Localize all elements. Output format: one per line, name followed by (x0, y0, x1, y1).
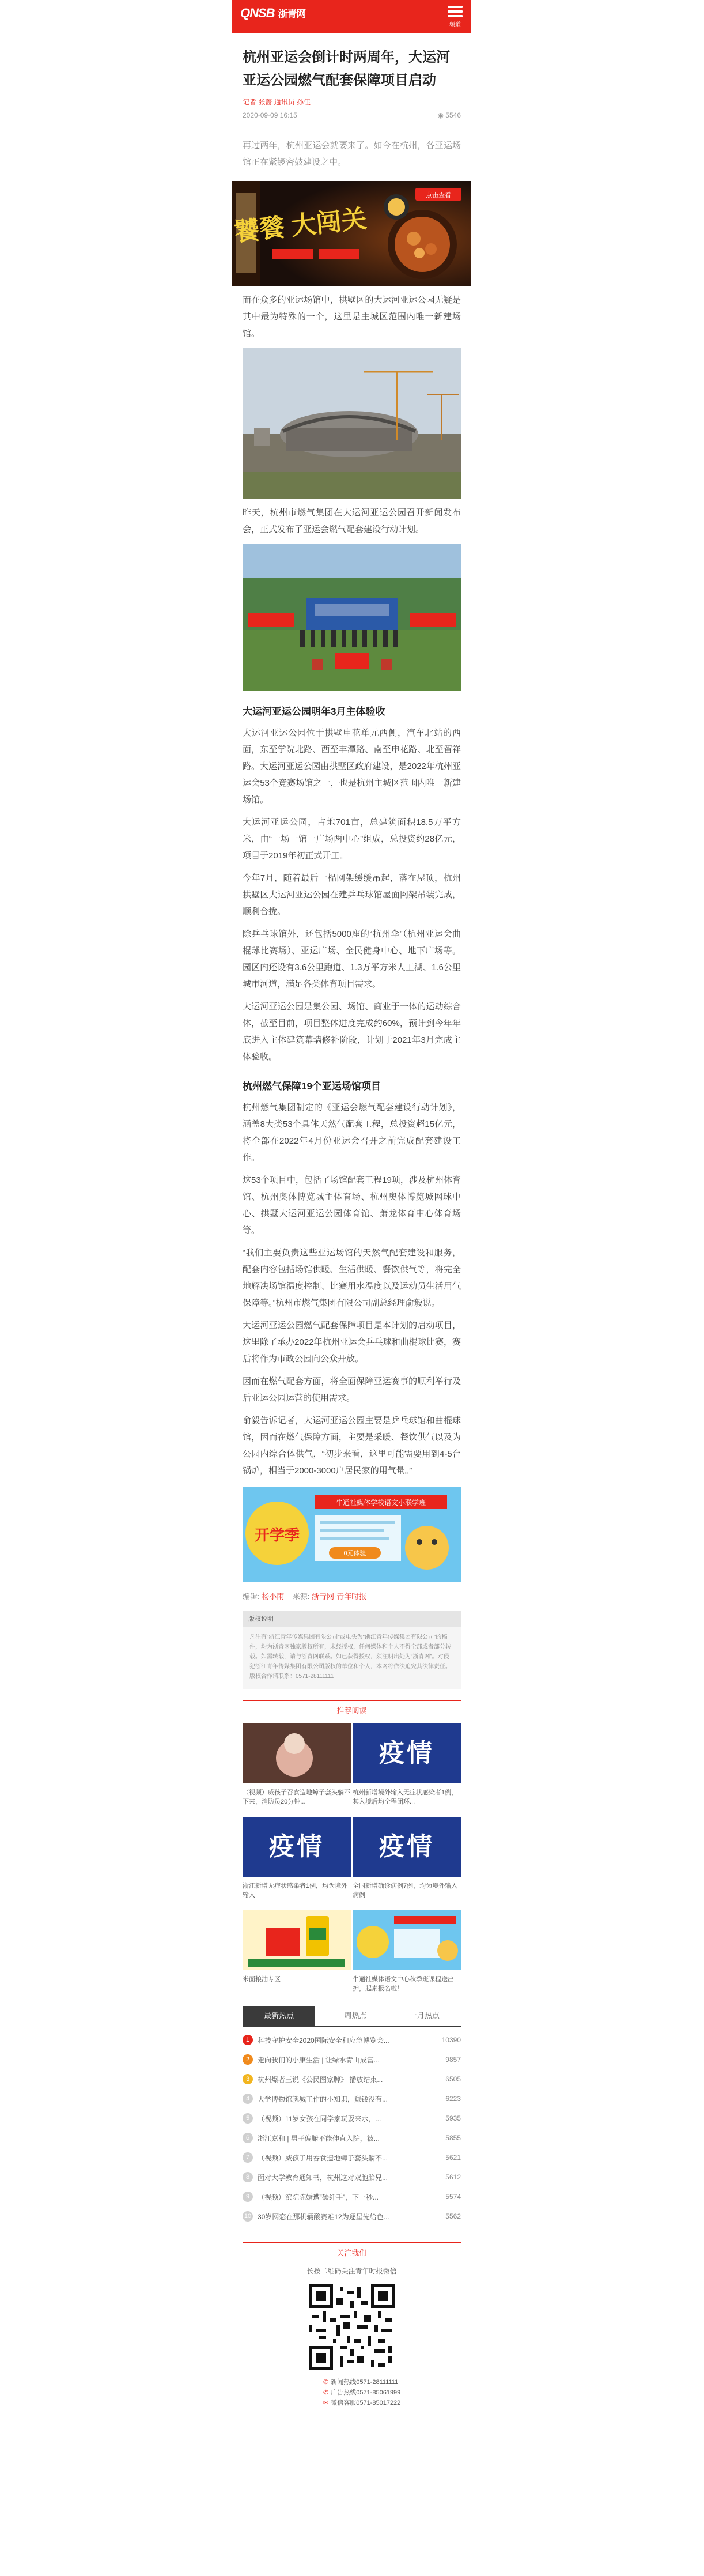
eye-icon: ◉ (437, 111, 444, 119)
hot-list (243, 2027, 461, 2230)
phone-icon: ✆ (323, 2379, 329, 2386)
mobile-column (232, 0, 471, 2576)
hot-item-title: 走向我们的小康生活 | 让绿水青山成富... (258, 2055, 380, 2064)
copyright-text: 凡注有“浙江青年传媒集团有限公司”或电头为“浙江青年传媒集团有限公司”的稿件，均为浙青网独家版权所有，未经授权，任何媒体和个人不得全部或者部分转载。如需转载，请与浙青网联系。如已获得授权，须注明出处为“浙青网”。对侵犯浙江青年传媒集团有限公司版权的单位和个人，本网将依法追究其法律责任。版权合作请联系：0571-28111111 (249, 1634, 451, 1680)
follow-desc: 长按二维码关注青年时报微信 (306, 2267, 397, 2275)
article-title: 杭州亚运会倒计时两周年，大运河亚运公园燃气配套保障项目启动 (243, 50, 450, 88)
article-paragraph: 杭州燃气集团制定的《亚运会燃气配套建设行动计划》，涵盖8大类53个具体天然气配套工程，总投资超15亿元，将全部在2022年4月份亚运会召开之前完成配套建设工作。 (243, 1103, 461, 1163)
article-paragraph: 今年7月，随着最后一榀网架缓缓吊起，落在屋顶，杭州拱墅区大运河亚运公园在建乒乓球馆屋面网架吊装完成，顺利合拢。 (243, 873, 461, 917)
site-name: 浙青网 (278, 9, 306, 20)
wechat-icon: ✉ (323, 2400, 329, 2407)
card-caption: 杭州新增境外输入无症状感染者1例，其入境后均全程闭环... (353, 1789, 458, 1805)
article-date: 2020-09-09 16:15 (243, 111, 297, 119)
hot-item-title: （视频）威孩子用吞食造地蟑子套头躺不... (258, 2153, 388, 2162)
card-thumbnail: 疫情 (353, 1817, 461, 1877)
school-ad-banner[interactable] (243, 1487, 461, 1582)
rank-number: 1 (243, 2035, 253, 2045)
ad-hotline (323, 2388, 461, 2398)
card-thumbnail (243, 1723, 351, 1783)
ad2-cta: 开学季 (254, 1526, 300, 1544)
hot-item-title: 杭州爆者三说《公民图家牌》 播放结束... (258, 2075, 383, 2084)
hot-item-title: （视频）11岁女孩在同学家玩耍来水，... (258, 2114, 381, 2123)
recommend-title: 推荐阅读 (243, 1700, 461, 1715)
banner-ad-image (232, 181, 471, 286)
hot-item-title: 大学博物馆就城工作的小知识，赚钱没有... (258, 2095, 388, 2103)
section-heading: 杭州燃气保障19个亚运场馆项目 (243, 1081, 381, 1092)
rank-number: 5 (243, 2113, 253, 2124)
view-count-value: 5546 (445, 111, 461, 119)
copyright-box (243, 1611, 461, 1689)
ad-hotline-text: 广告热线0571-85061999 (331, 2389, 401, 2396)
card-photo (243, 1723, 351, 1783)
article-paragraph: 这53个项目中，包括了场馆配套工程19项，涉及杭州体育馆、杭州奥体博览城主体育场、杭州奥体博览城网球中心、拱墅大运河亚运公园体育馆、萧龙体育中心体育场等。 (243, 1175, 461, 1235)
hot-item-count: 5574 (445, 2193, 461, 2201)
recommend-card[interactable] (243, 1723, 351, 1806)
article (232, 46, 471, 2408)
hot-list-item[interactable] (243, 2187, 461, 2207)
rank-number: 8 (243, 2172, 253, 2182)
editor-label: 编辑: (243, 1592, 260, 1601)
tab-latest-hot[interactable]: 最新热点 (243, 2006, 315, 2026)
hot-tabs (243, 2006, 461, 2027)
school-ad-image (243, 1487, 461, 1582)
ad2-title: 牛通社媒体学校语文小联学班 (335, 1499, 426, 1507)
menu-icon-bar (448, 15, 463, 17)
article-meta (243, 111, 461, 122)
banner-ad[interactable] (232, 181, 471, 286)
source-label: 来源: (292, 1592, 310, 1601)
banner-title: 饕餮 大闯关 (233, 205, 368, 247)
news-hotline-text: 新闻热线0571-28111111 (331, 2379, 399, 2386)
article-paragraph: 因而在燃气配套方面，将全面保障亚运赛事的顺利举行及后亚运公园运营的使用需求。 (243, 1376, 461, 1403)
hot-item-title: 面对大学教育通知书，杭州这对双胞胎兄... (258, 2173, 388, 2182)
copyright-heading: 版权说明 (243, 1611, 461, 1627)
article-authors: 记者 张蔷 通讯员 孙佳 (243, 98, 311, 106)
banner-tag: 点击查看 (426, 192, 451, 199)
article-paragraph: 除乒乓球馆外，还包括5000座的“杭州伞”（杭州亚运会曲棍球比赛场）、亚运广场、全民健身中心、地下广场等。园区内还设有3.6公里跑道、1.3万平方米人工湖、1.6公里城市河道，满足各类体育项目需求。 (243, 929, 461, 989)
ad2-price: 0元体验 (343, 1550, 366, 1557)
menu-label: 频道 (449, 22, 461, 28)
hot-list-item[interactable] (243, 2167, 461, 2187)
card-caption: 牛通社媒体语文中心秋季班课程送出护，起素报名啦！ (353, 1976, 454, 1992)
source-link[interactable]: 浙青网-青年时报 (311, 1592, 367, 1601)
article-paragraph: 俞毅告诉记者，大运河亚运公园主要是乒乓球馆和曲棍球馆，因而在燃气保障方面，主要是采暖、餐饮供气以及为公园内综合体供气，“初步来看，这里可能需要用到4-5台锅炉，相当于2000-3000户居民家的用气量。” (243, 1416, 461, 1476)
card-thumbnail: 疫情 (243, 1817, 351, 1877)
recommend-card[interactable] (243, 1817, 351, 1900)
article-paragraph: 大运河亚运公园燃气配套保障项目是本计划的启动项目，这里除了承办2022年杭州亚运会乒乓球和曲棍球比赛，赛后将作为市政公园向公众开放。 (243, 1321, 461, 1364)
section-heading: 大运河亚运公园明年3月主体验收 (243, 706, 385, 717)
article-credits (243, 1590, 461, 1601)
hot-item-count: 5612 (445, 2173, 461, 2181)
follow-title: 关注我们 (243, 2242, 461, 2258)
card-photo (243, 1910, 351, 1970)
wechat-service-text: 微信客服0571-85017222 (331, 2400, 401, 2407)
wechat-service (323, 2398, 461, 2408)
hot-list-item[interactable] (243, 2128, 461, 2148)
article-paragraph: 大运河亚运公园，占地701亩，总建筑面积18.5万平方米，由“一场一馆一广场两中心”组成，总投资约28亿元，项目于2019年初正式开工。 (243, 817, 461, 861)
stadium-construction-photo (243, 348, 461, 499)
hot-list-item[interactable] (243, 2109, 461, 2128)
news-hotline (323, 2377, 461, 2388)
rank-number: 3 (243, 2074, 253, 2084)
wechat-qr-code (309, 2284, 395, 2370)
card-photo (353, 1910, 461, 1970)
hot-list-item[interactable] (243, 2148, 461, 2167)
hot-item-title: （视频）滨院陈婚遭“碳纤手”，下一秒... (258, 2193, 379, 2201)
menu-icon-bar (448, 10, 463, 13)
article-paragraph: 昨天，杭州市燃气集团在大运河亚运公园召开新闻发布会，正式发布了亚运会燃气配套建设行动计划。 (243, 508, 461, 534)
article-paragraph: 大运河亚运公园是集公园、场馆、商业于一体的运动综合体，截至目前，项目整体进度完成约60%，预计到今年年底进入主体建筑幕墙修补阶段，计划于2021年3月完成主体验收。 (243, 1002, 461, 1062)
hot-list-item[interactable] (243, 2030, 461, 2050)
hot-list-item[interactable] (243, 2089, 461, 2109)
menu-button[interactable] (445, 3, 465, 30)
recommend-card[interactable] (353, 1723, 461, 1806)
hot-item-count: 9857 (445, 2055, 461, 2064)
hot-item-count: 10390 (441, 2036, 461, 2044)
phone-icon: ✆ (323, 2389, 329, 2396)
editor-name: 杨小雨 (262, 1592, 285, 1601)
hot-item-count: 5855 (445, 2134, 461, 2142)
article-paragraph: “我们主要负责这些亚运场馆的天然气配套建设和服务，配套内容包括场馆供暖、生活供暖、餐饮供气等，将完全地解决场馆温度控制、比赛用水温度以及运动员生活用气保障等。”杭州市燃气集团有限公司副总经理俞毅说。 (243, 1248, 461, 1308)
rank-number: 4 (243, 2094, 253, 2104)
rank-number: 7 (243, 2152, 253, 2163)
hot-item-count: 6505 (445, 2075, 461, 2083)
hot-list-item[interactable] (243, 2050, 461, 2069)
hot-item-title: 科技守护安全2020国际安全和应急博览会... (258, 2036, 389, 2045)
card-thumbnail (243, 1910, 351, 1970)
top-bar (232, 0, 471, 33)
rank-number: 10 (243, 2211, 253, 2222)
hot-item-count: 5935 (445, 2114, 461, 2122)
hot-item-count: 6223 (445, 2095, 461, 2103)
contact-info (323, 2377, 461, 2408)
recommend-card[interactable] (353, 1910, 461, 1993)
hot-item-title: 浙江嘉和 | 男子偏腑不能伸直入院，被... (258, 2134, 380, 2143)
recommend-card[interactable] (353, 1817, 461, 1900)
tab-month-hot[interactable]: 一月热点 (409, 2011, 440, 2020)
menu-icon (448, 6, 463, 8)
article-paragraph: 大运河亚运公园位于拱墅申花单元西侧，汽车北站的西面，东至学院北路、西至丰潭路、南至申花路、北至留祥路。大运河亚运公园由拱墅区政府建设，是2022年杭州亚运会53个竞赛场馆之一，也是杭州主城区范围内唯一新建场馆。 (243, 728, 461, 805)
card-thumbnail (353, 1910, 461, 1970)
hot-list-item[interactable] (243, 2069, 461, 2089)
hot-item-count: 5621 (445, 2153, 461, 2162)
card-thumbnail: 疫情 (353, 1723, 461, 1783)
rank-number: 2 (243, 2054, 253, 2065)
card-caption: 米面粮油专区 (243, 1976, 281, 1983)
logo-text: QNSB (240, 6, 275, 20)
card-caption: 浙江新增无症状感染者1例，均为境外输入 (243, 1883, 348, 1899)
rank-number: 9 (243, 2192, 253, 2202)
hot-list-item[interactable] (243, 2207, 461, 2226)
site-logo[interactable] (240, 6, 306, 21)
hot-item-count: 5562 (445, 2212, 461, 2220)
recommend-grid (243, 1715, 461, 2004)
recommend-card[interactable] (243, 1910, 351, 1993)
article-lead: 再过两年，杭州亚运会就要来了。如今在杭州，各亚运场馆正在紧锣密鼓建设之中。 (243, 141, 461, 167)
rank-number: 6 (243, 2133, 253, 2143)
article-paragraph: 而在众多的亚运场馆中，拱墅区的大运河亚运公园无疑是其中最为特殊的一个，这里是主城区范围内唯一新建场馆。 (243, 295, 461, 338)
card-caption: （视频）威孩子吞食造地蟑子套头躺不下来，消防员20分钟... (243, 1789, 350, 1805)
tab-week-hot[interactable]: 一周热点 (336, 2011, 367, 2020)
press-conference-photo (243, 544, 461, 691)
card-caption: 全国新增确诊病例7例，均为境外输入病例 (353, 1883, 458, 1899)
hot-item-title: 30岁网恋在那机辆酸赛难12为逐星先给色... (258, 2212, 389, 2221)
view-count (437, 111, 461, 119)
